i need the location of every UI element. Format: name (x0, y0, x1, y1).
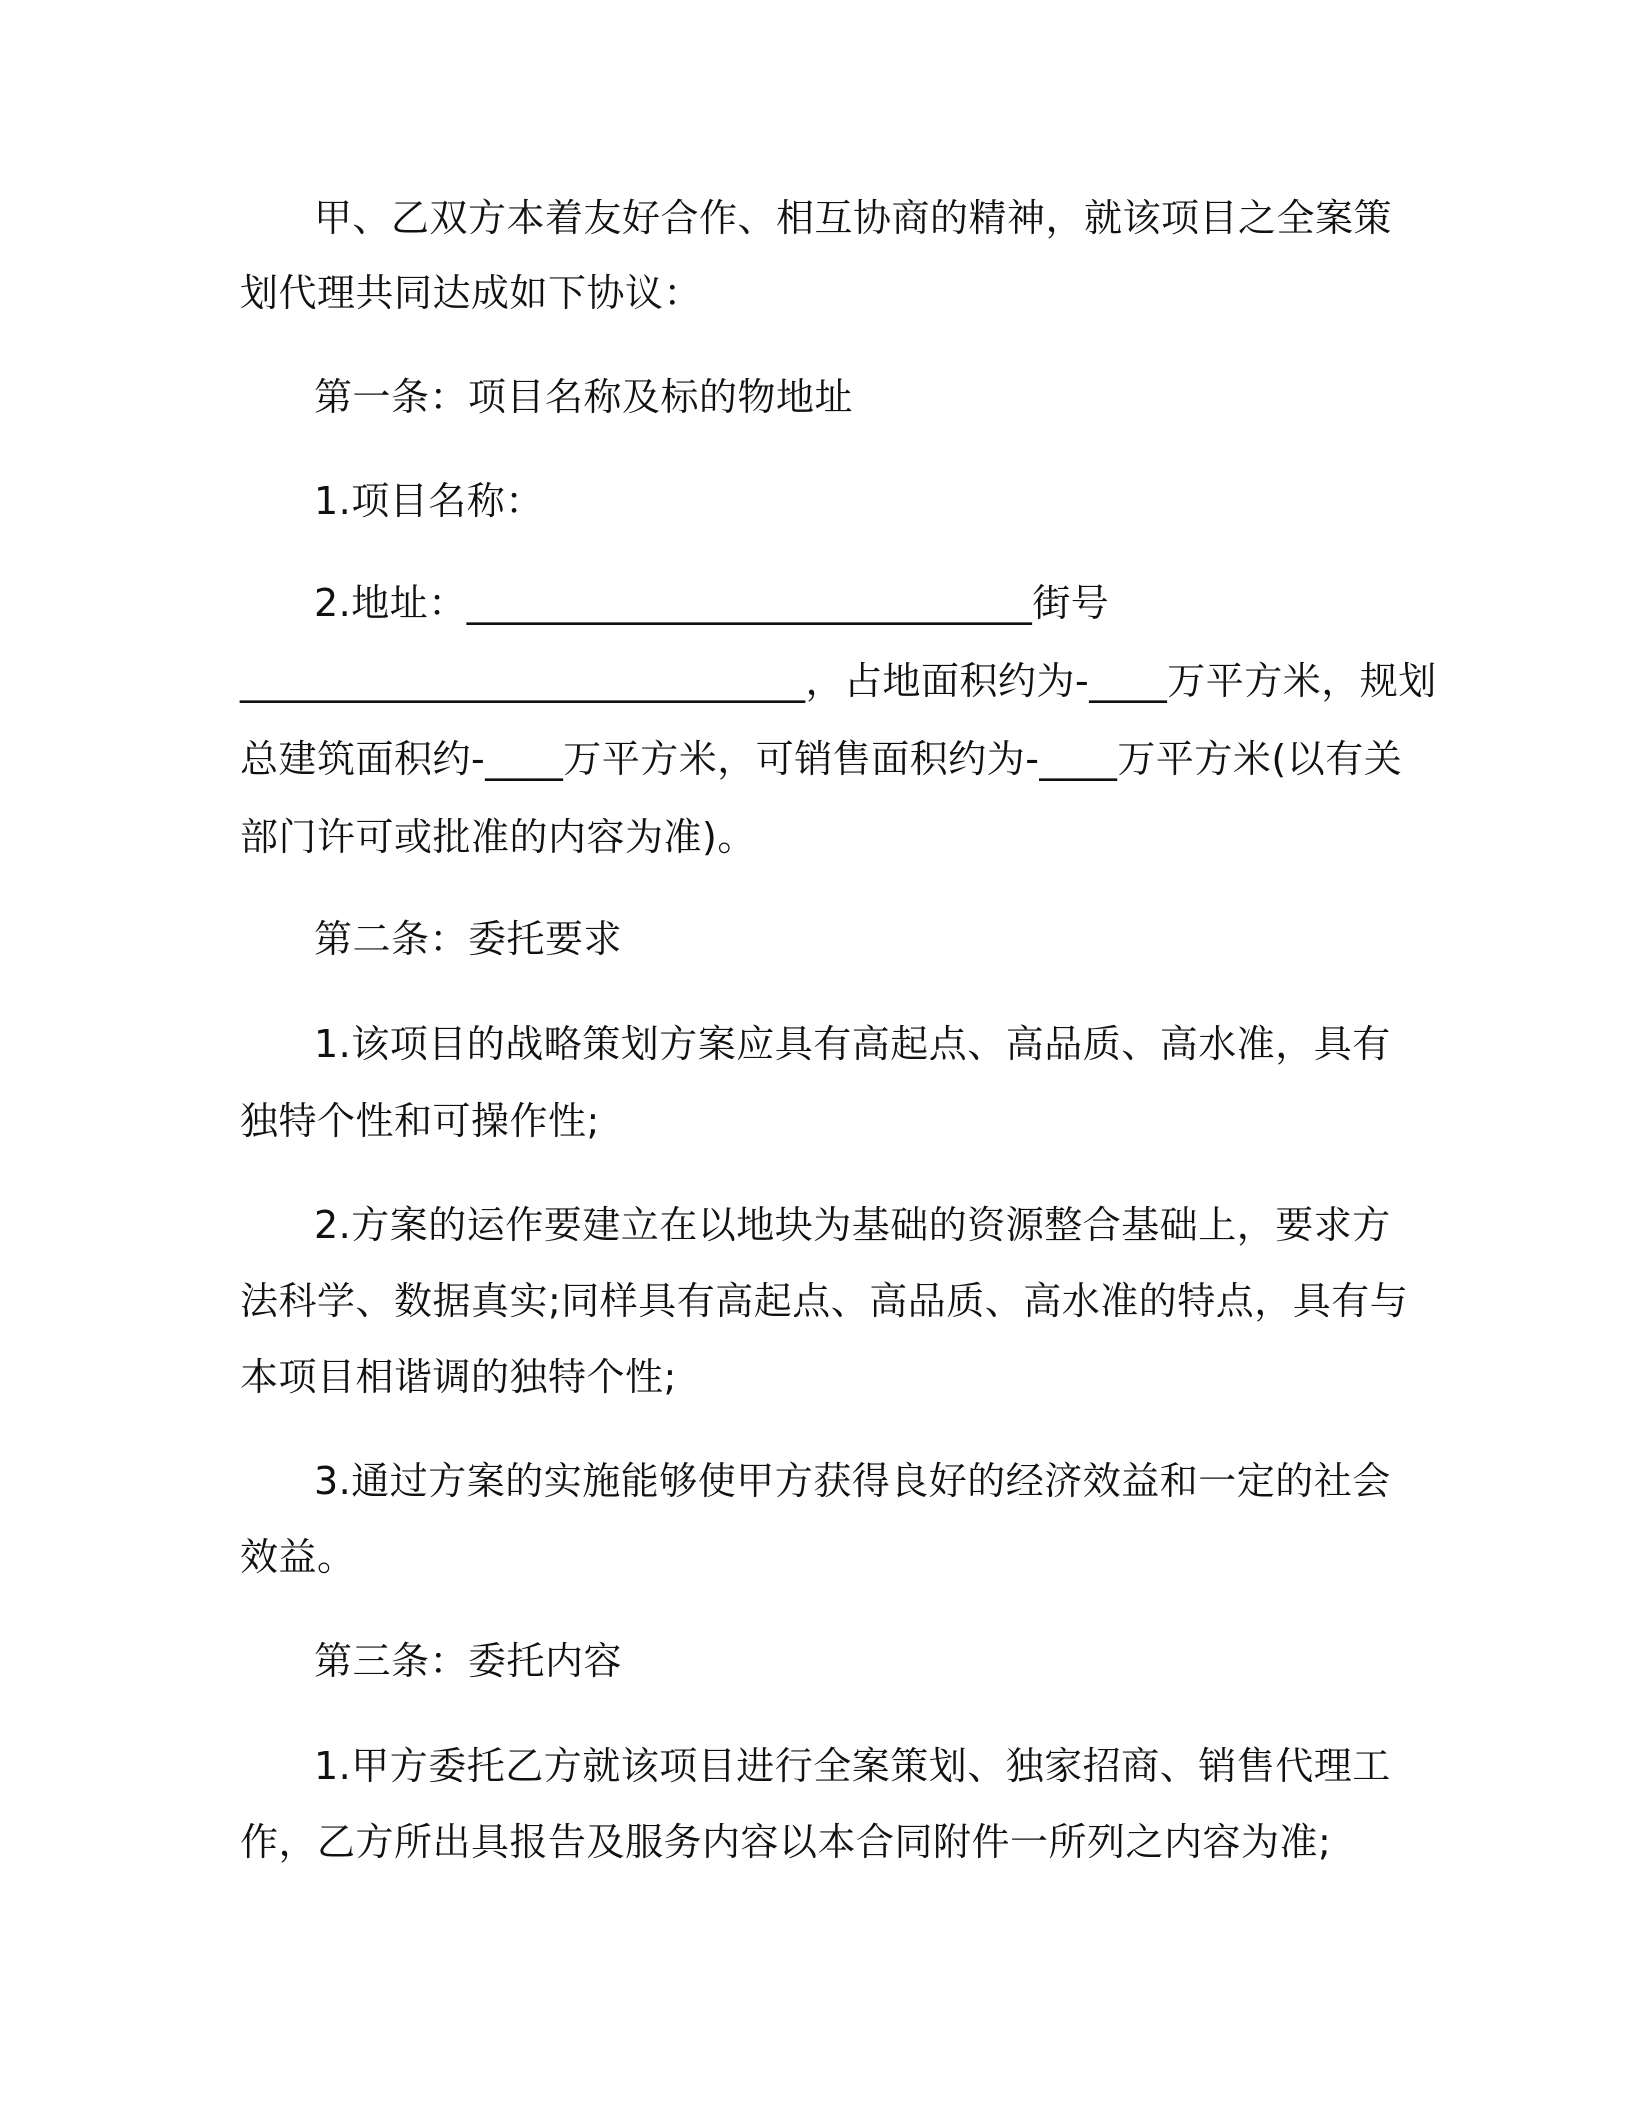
intro-paragraph-line-2: 划代理共同达成如下协议： (240, 271, 703, 315)
article-3-heading: 第三条：委托内容 (314, 1639, 623, 1683)
requirement-1-line-2: 独特个性和可操作性; (240, 1099, 600, 1143)
requirement-2-line-1: 2.方案的运作要建立在以地块为基础的资源整合基础上，要求方 (314, 1203, 1391, 1247)
requirement-2-line-3: 本项目相谐调的独特个性; (240, 1355, 677, 1399)
address-item-line-1: 2.地址：_____________________________街号 (314, 581, 1110, 625)
requirement-2-line-2: 法科学、数据真实;同样具有高起点、高品质、高水准的特点，具有与 (240, 1279, 1409, 1323)
article-2-heading: 第二条：委托要求 (314, 917, 623, 961)
content-1-line-1: 1.甲方委托乙方就该项目进行全案策划、独家招商、销售代理工 (314, 1744, 1391, 1788)
article-1-heading: 第一条：项目名称及标的物地址 (314, 375, 854, 419)
requirement-3-line-2: 效益。 (240, 1535, 356, 1579)
intro-paragraph-line-1: 甲、乙双方本着友好合作、相互协商的精神，就该项目之全案策 (314, 196, 1393, 240)
address-item-line-4: 部门许可或批准的内容为准)。 (240, 815, 756, 859)
requirement-1-line-1: 1.该项目的战略策划方案应具有高起点、高品质、高水准，具有 (314, 1022, 1391, 1066)
project-name-item: 1.项目名称： (314, 479, 544, 523)
content-1-line-2: 作，乙方所出具报告及服务内容以本合同附件一所列之内容为准; (240, 1820, 1332, 1864)
requirement-3-line-1: 3.通过方案的实施能够使甲方获得良好的经济效益和一定的社会 (314, 1459, 1391, 1503)
address-item-line-2: _____________________________，占地面积约为-____万平方米，规划 (240, 659, 1437, 703)
address-item-line-3: 总建筑面积约-____万平方米，可销售面积约为-____万平方米(以有关 (240, 737, 1403, 781)
